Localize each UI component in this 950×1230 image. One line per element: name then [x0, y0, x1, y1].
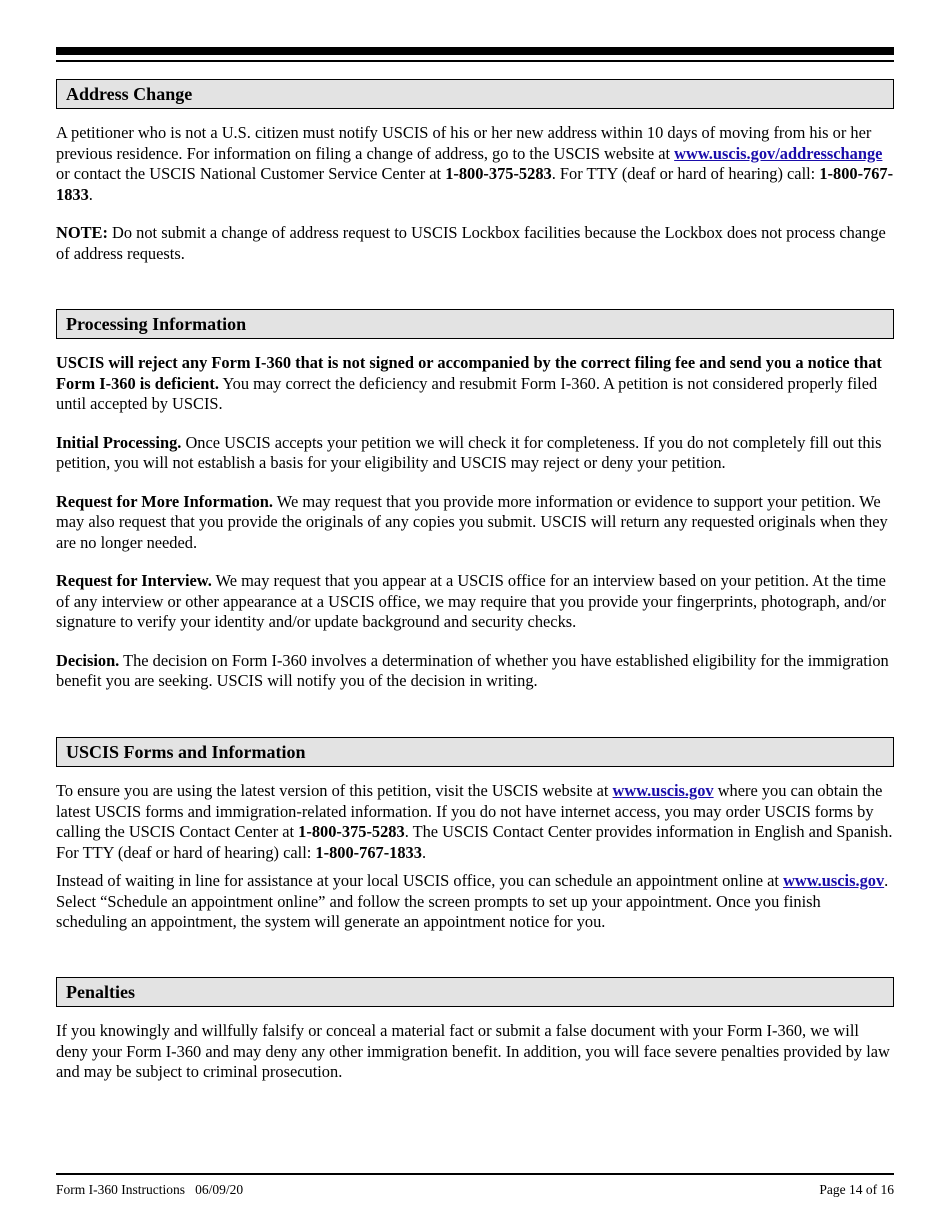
- phone-number: 1-800-375-5283: [298, 822, 405, 841]
- top-thin-rule: [56, 60, 894, 62]
- section-heading: Address Change: [56, 79, 894, 109]
- uscis-website-link[interactable]: www.uscis.gov: [612, 781, 714, 800]
- section-uscis-forms: [56, 737, 894, 933]
- page-number: Page 14 of 16: [819, 1182, 894, 1197]
- form-edition: Form I-360 Instructions 06/09/20: [56, 1182, 244, 1197]
- note-paragraph: NOTE: Do not submit a change of address request to USCIS Lockbox facilities because the Lockbox does not process change of address requests.: [56, 223, 886, 263]
- uscis-appointment-link[interactable]: www.uscis.gov: [783, 871, 885, 890]
- section-penalties: [56, 977, 894, 1083]
- tty-phone-number: 1-800-767-1833: [56, 164, 894, 204]
- phone-number: 1-800-375-5283: [445, 164, 552, 183]
- footer-rule: [56, 1173, 894, 1175]
- paragraph: To ensure you are using the latest version of this petition, visit the USCIS website at www.uscis.gov where you can obtain the latest USCIS forms and immigration-related information. If you do not have internet access, you may order USCIS forms by calling the USCIS Contact Center at 1-800-375-5283. The USCIS Contact Center provides information in English and Spanish. For TTY (deaf or hard of hearing) call: 1-800-767-1833.: [56, 781, 893, 862]
- section-heading: Processing Information: [56, 309, 894, 339]
- paragraph: Initial Processing. Once USCIS accepts your petition we will check it for completeness. If you do not completely fill out this petition, you will not establish a basis for your eligibility and USCIS may reject or deny your petition.: [56, 432, 882, 472]
- section-processing-information: [56, 309, 894, 692]
- paragraph: Decision. The decision on Form I-360 involves a determination of whether you have established eligibility for the immigration benefit you are seeking. USCIS will notify you of the decision in writing.: [56, 650, 889, 690]
- section-heading: USCIS Forms and Information: [56, 737, 894, 767]
- section-address-change: [56, 79, 894, 264]
- document-page: [56, 0, 894, 1230]
- top-thick-rule: [56, 47, 894, 55]
- paragraph: Instead of waiting in line for assistance at your local USCIS office, you can schedule an appointment online at www.uscis.gov. Select “Schedule an appointment online” and follow the screen prompts to set up your appointment. Once you finish scheduling an appointment, the system will generate an appointment notice for you.: [56, 871, 889, 931]
- tty-phone-number: 1-800-767-1833: [315, 842, 422, 862]
- paragraph: Request for More Information. We may request that you provide more information or evidence to support your petition. We may also request that you provide the originals of any copies you submit. USCIS will return any requested originals when they are no longer needed.: [56, 491, 888, 552]
- paragraph: A petitioner who is not a U.S. citizen must notify USCIS of his or her new address within 10 days of moving from his or her previous residence. For information on filing a change of address, go to the USCIS website at www.uscis.gov/addresschange or contact the USCIS National Customer Service Center at 1-800-375-5283. For TTY (deaf or hard of hearing) call: 1-800-767-1833.: [56, 123, 894, 204]
- paragraph: Request for Interview. We may request that you appear at a USCIS office for an interview based on your petition. At the time of any interview or other appearance at a USCIS office, we may require that you provide your fingerprints, photograph, and/or signature to verify your identity and/or update background and security checks.: [56, 571, 886, 631]
- note-label: NOTE:: [56, 223, 108, 242]
- address-change-link[interactable]: www.uscis.gov/addresschange: [674, 143, 883, 163]
- paragraph: USCIS will reject any Form I-360 that is not signed or accompanied by the correct filing fee and send you a notice that Form I-360 is deficient. You may correct the deficiency and resubmit Form I-360. A petition is not considered properly filed until accepted by USCIS.: [56, 353, 882, 413]
- section-heading: Penalties: [56, 977, 894, 1007]
- paragraph: If you knowingly and willfully falsify or conceal a material fact or submit a false document with your Form I-360, we will deny your Form I-360 and may deny any other immigration benefit. In addition, you will face severe penalties provided by law and may be subject to criminal prosecution.: [56, 1021, 890, 1081]
